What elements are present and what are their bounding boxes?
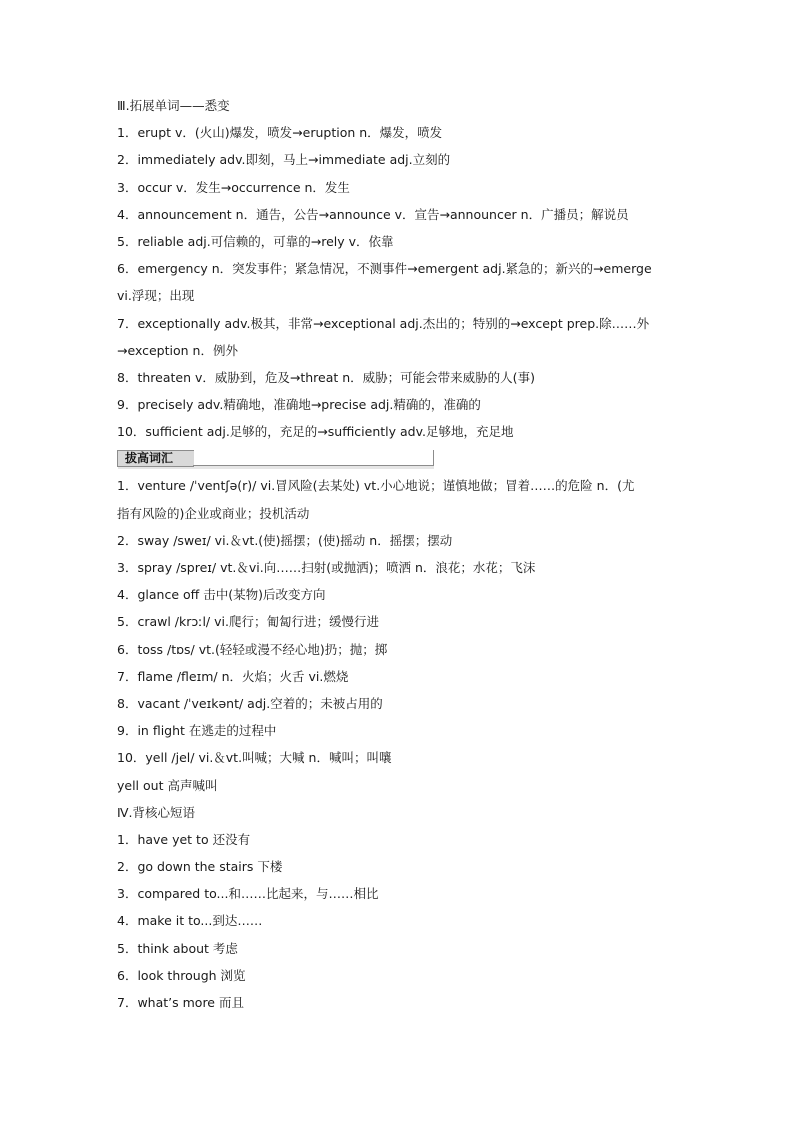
list-item-continued: vi.浮现；出现 (117, 288, 195, 304)
list-item: yell out 高声喊叫 (117, 777, 218, 793)
list-item: 7．what’s more 而且 (117, 995, 244, 1010)
list-item: 10．sufficient adj.足够的，充足的→sufficiently adv.足够地，充足地 (117, 424, 514, 440)
list-item: 3．occur v．发生→occurrence n．发生 (117, 179, 350, 195)
banner-underline (193, 465, 433, 466)
list-item: 10．yell /jel/ vi.＆vt.叫喊；大喊 n．喊叫；叫嚷 (117, 750, 392, 766)
banner-label: 拔高词汇 (125, 451, 174, 466)
list-item: 2．sway /sweɪ/ vi.＆vt.(使)摇摆；(使)摇动 n．摇摆；摆动 (117, 532, 453, 548)
section-core-phrases-title: Ⅳ.背核心短语 (117, 804, 196, 820)
list-item: 4．glance off 击中(某物)后改变方向 (117, 587, 326, 603)
list-item: 6．emergency n．突发事件；紧急情况，不测事件→emergent adj.紧急的；新兴的→emerge (117, 261, 652, 277)
banner-end-mark (433, 450, 434, 466)
expand-words-list (117, 119, 683, 445)
document-page (117, 92, 683, 1016)
list-item: 6．look through 浏览 (117, 967, 246, 983)
list-item: 7．exceptionally adv.极其，非常→exceptional adj.杰出的；特别的→except prep.除……外 (117, 315, 650, 331)
list-item: 1．venture /ˈventʃə(r)/ vi.冒风险(去某处) vt.小心地说；谨慎地做；冒着……的危险 n．(尤 (117, 478, 635, 494)
list-item: 3．compared to...和……比起来，与……相比 (117, 886, 379, 902)
banner-label-box (117, 450, 194, 467)
list-item: 5．reliable adj.可信赖的，可靠的→rely v．依靠 (117, 233, 394, 249)
list-item: 1．erupt v．(火山)爆发，喷发→eruption n．爆发，喷发 (117, 125, 443, 141)
list-item: 9．precisely adv.精确地，准确地→precise adj.精确的，准确的 (117, 397, 481, 413)
list-item: 1．have yet to 还没有 (117, 831, 251, 847)
core-phrases-list (117, 826, 683, 1016)
list-item: 9．in flight 在逃走的过程中 (117, 723, 277, 739)
list-item: 8．threaten v．威胁到，危及→threat n．威胁；可能会带来威胁的人(事) (117, 369, 535, 385)
list-item: 8．vacant /ˈveɪkənt/ adj.空着的；未被占用的 (117, 695, 383, 711)
list-item: 7．flame /fleɪm/ n．火焰；火舌 vi.燃烧 (117, 668, 349, 684)
list-item: 2．go down the stairs 下楼 (117, 859, 283, 875)
list-item: 4．make it to...到达…… (117, 913, 263, 929)
list-item: 2．immediately adv.即刻，马上→immediate adj.立刻的 (117, 152, 451, 168)
list-item: 5．crawl /krɔːl/ vi.爬行；匍匐行进；缓慢行进 (117, 614, 379, 630)
list-item-continued: 指有风险的)企业或商业；投机活动 (117, 505, 310, 521)
section-expand-words-title: Ⅲ.拓展单词——悉变 (117, 98, 230, 113)
list-item: 3．spray /spreɪ/ vt.＆vi.向……扫射(或抛洒)；喷洒 n．浪花；水花；飞沫 (117, 560, 536, 575)
advanced-vocab-list (117, 472, 683, 798)
list-item: 5．think about 考虑 (117, 940, 238, 956)
advanced-vocab-banner (117, 446, 683, 470)
list-item: 4．announcement n．通告，公告→announce v．宣告→announcer n．广播员；解说员 (117, 206, 629, 222)
list-item: 6．toss /tɒs/ vt.(轻轻或漫不经心地)扔；抛；掷 (117, 641, 388, 657)
list-item-continued: →exception n．例外 (117, 342, 238, 358)
